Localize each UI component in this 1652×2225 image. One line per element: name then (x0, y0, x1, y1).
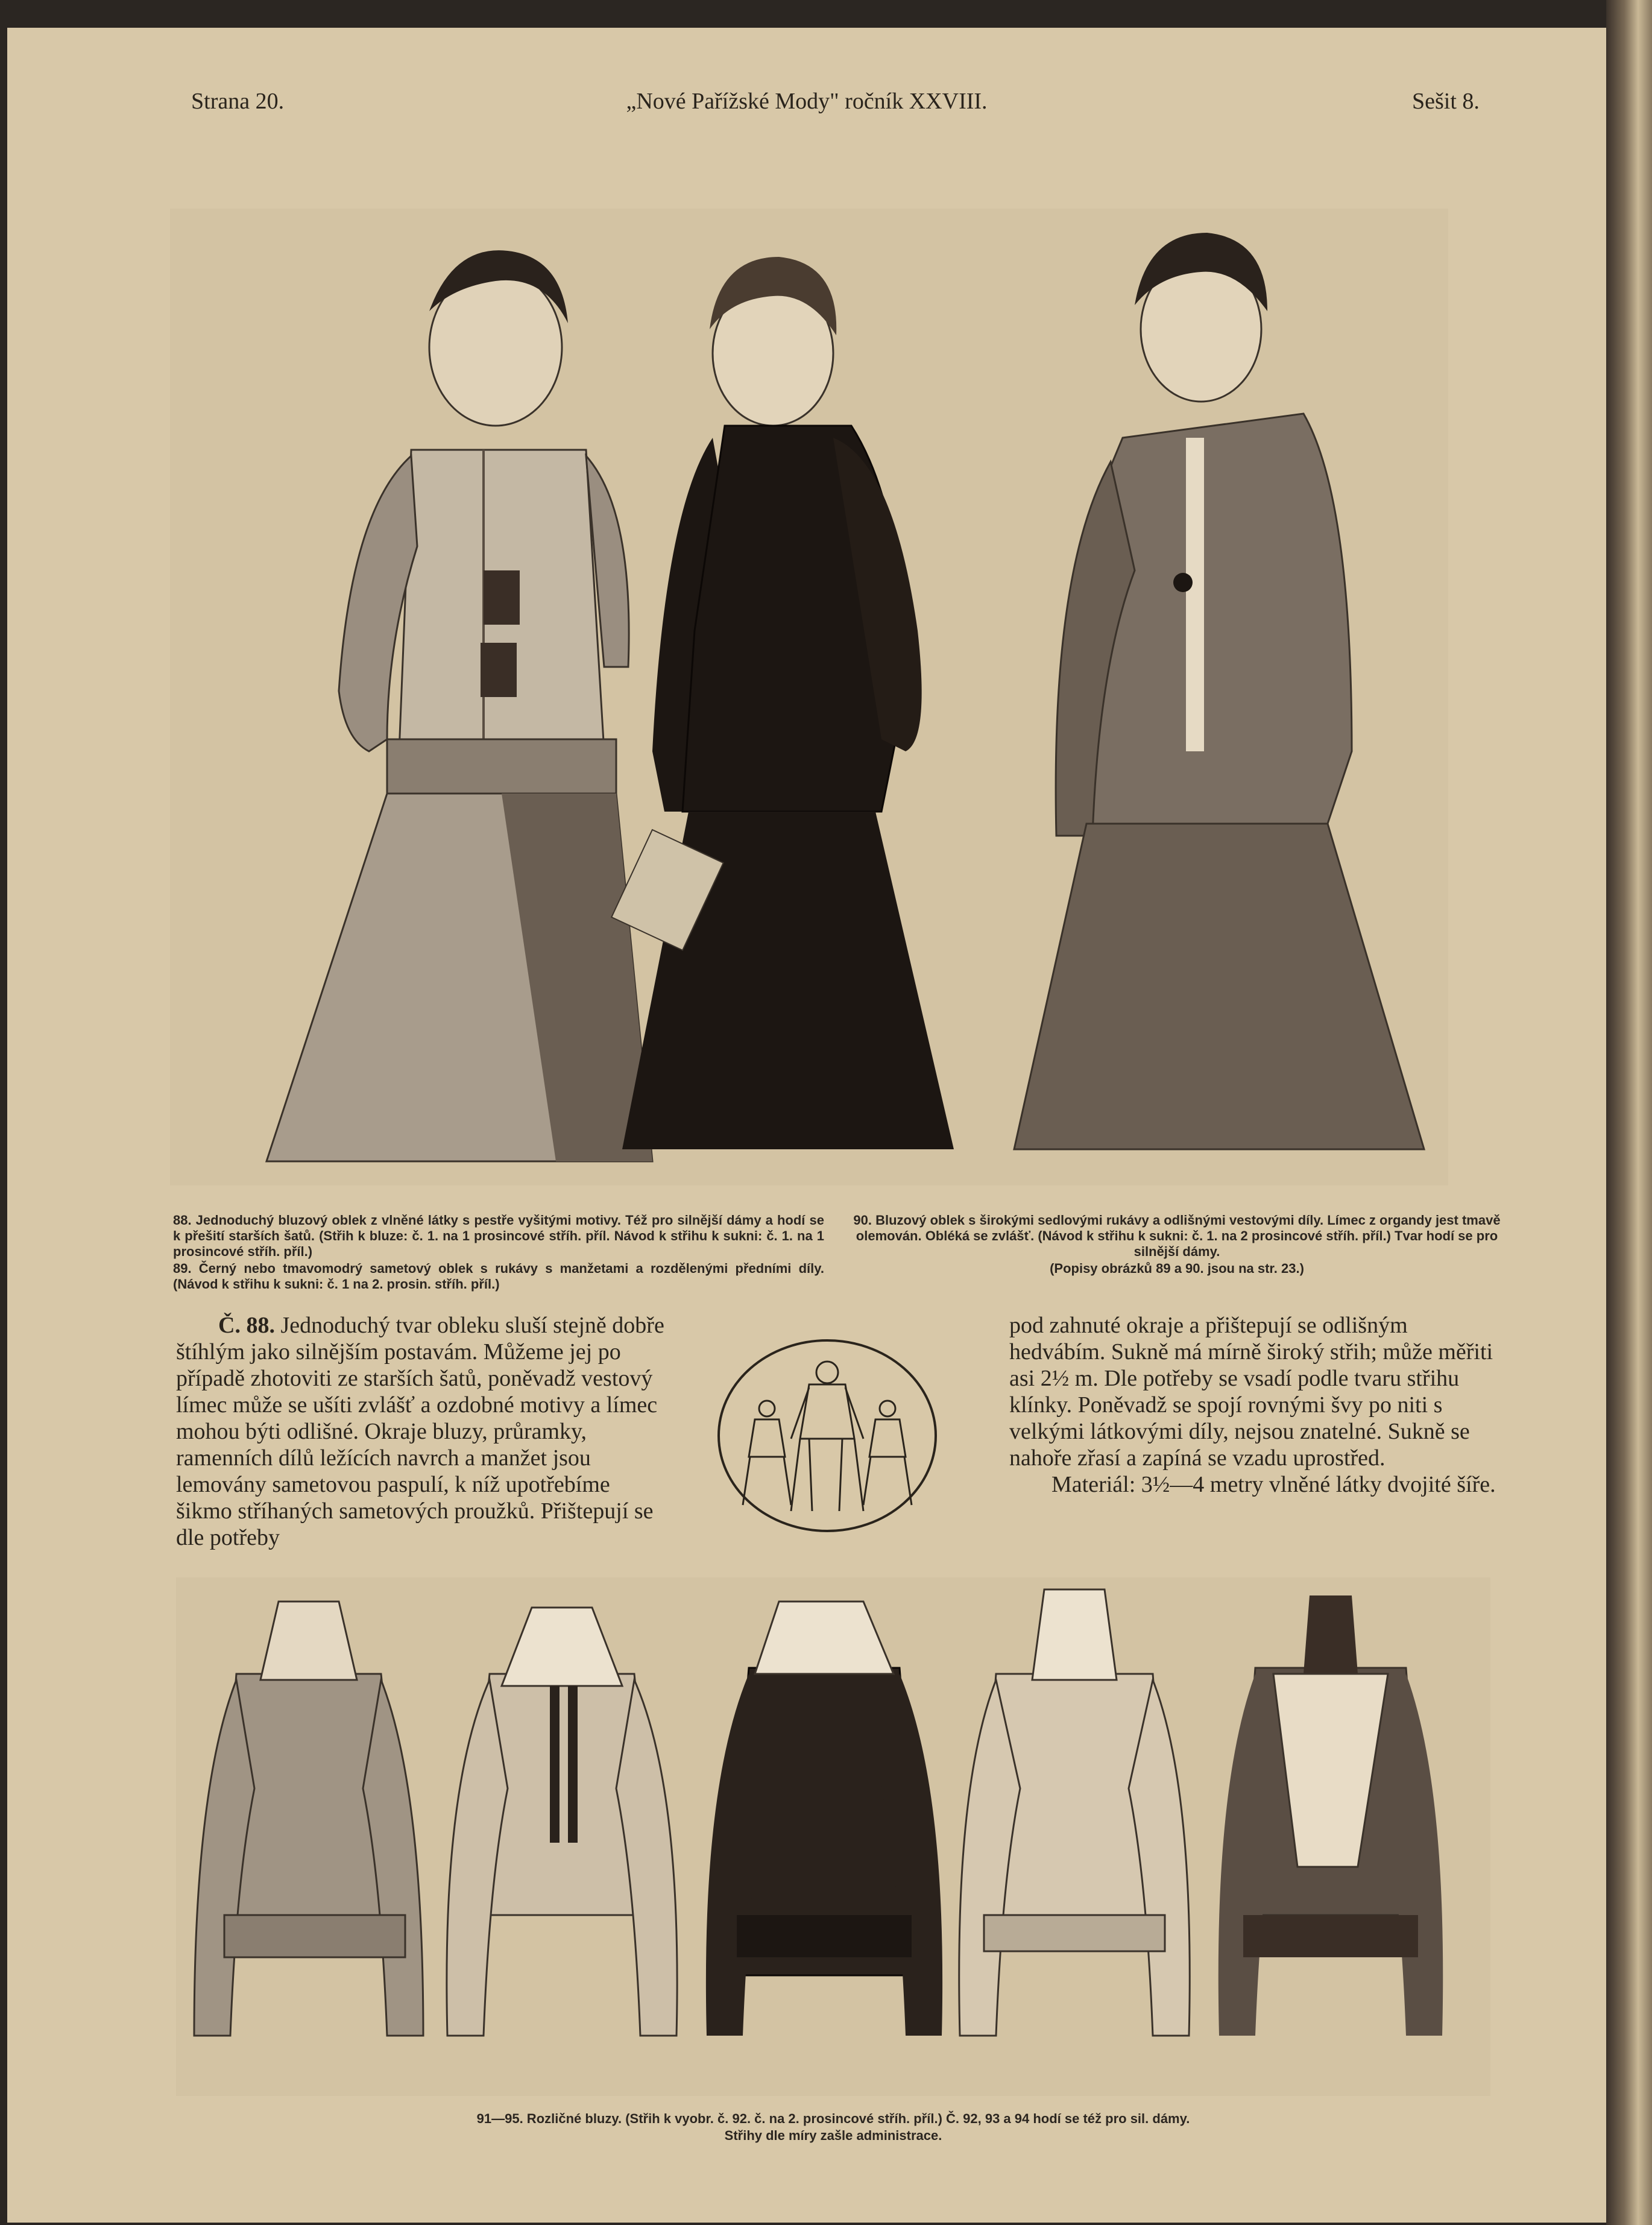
blouse-93 (706, 1602, 942, 2036)
article-lead-number: Č. 88. (218, 1313, 275, 1338)
back-view-diagram-icon (713, 1336, 942, 1535)
three-women-illustration (170, 209, 1448, 1185)
pattern-diagram (713, 1336, 942, 1535)
caption-91-95: 91—95. Rozličné bluzy. (Střih k vyobr. č. 92. č. na 2. prosincové stříh. příl.) Č. 92, 93 a 94 hodí se též pro sil. dámy. (476, 2111, 1190, 2126)
article-left-text: Jednoduchý tvar obleku sluší stejně dobře štíhlým jako silnějším postavám. Můžeme jej po případě zhotoviti ze starších šatů, poněvadž vestový límec může se ušíti zvlášť a ozdobné motivy a límec mohou býti odlišné. Okraje bluzy, průramky, ramenních dílů ležících navrch a manžet jsou lemovány sametovou paspulí, k níž upotřebíme šikmo stříhaných sametových proužků. Přištepují se dle potřeby (176, 1313, 664, 1550)
magazine-page (7, 28, 1606, 2223)
article-right-text: pod zahnuté okraje a přištepují se odlišným hedvábím. Sukně má mírně široký střih; může měřiti asi 2½ m. Dle potřeby se vsadí podle tvaru střihu klínky. Poněvadž se spojí rovnými švy po niti s velkými látkovými díly, nejsou znatelné. Sukně se nahoře zřasí a zapíná se vzadu uprostřed. (1009, 1313, 1493, 1471)
caption-89: 89. Černý nebo tmavomodrý sametový oblek s rukávy s manžetami a rozdělenými předními díly. (Návod k střihu k sukni: č. 1 na 2. prosin. stříh. příl.) (173, 1261, 824, 1292)
blouse-95 (1219, 1595, 1443, 2036)
three-women-drawing (170, 209, 1448, 1185)
page-number: Strana 20. (191, 89, 285, 114)
caption-90: 90. Bluzový oblek s širokými sedlovými rukávy a odlišnými vestovými díly. Límec z organdy jest tmavě olemován. Obléká se zvlášť. (Návod k střihu k sukni: č. 1. na 2 prosincové stříh. příl.) Tvar hodí se pro silnější dámy. (853, 1213, 1501, 1259)
article-left-column (176, 1312, 664, 1551)
running-title: „Nové Pařížské Mody" ročník XXVIII. (626, 89, 988, 114)
figure-90 (1014, 233, 1424, 1149)
issue-number: Sešit 8. (1412, 89, 1480, 114)
caption-note: (Popisy obrázků 89 a 90. jsou na str. 23.) (1050, 1261, 1304, 1276)
figure-89 (611, 257, 954, 1149)
caption-88: 88. Jednoduchý bluzový oblek z vlněné látky s pestře vyšitými motivy. Též pro silnější dámy a hodí se k přešití starších šatů. (Střih k bluze: č. 1. na 1 prosincové stříh. příl. Návod k střihu k sukni: č. 1. na 1 prosincové stříh. příl.) (173, 1213, 824, 1259)
article-right-column (1009, 1312, 1504, 1498)
caption-admin: Střihy dle míry zašle administrace. (724, 2128, 942, 2143)
figure-88 (266, 250, 652, 1161)
blouses-drawing (176, 1577, 1490, 2096)
five-blouses-illustration (176, 1577, 1490, 2096)
book-spine (1606, 0, 1652, 2225)
blouse-92 (447, 1608, 677, 2036)
blouse-91 (194, 1602, 423, 2036)
material-note: Materiál: 3½—4 metry vlněné látky dvojité šíře. (1051, 1472, 1496, 1497)
blouse-94 (959, 1589, 1190, 2036)
